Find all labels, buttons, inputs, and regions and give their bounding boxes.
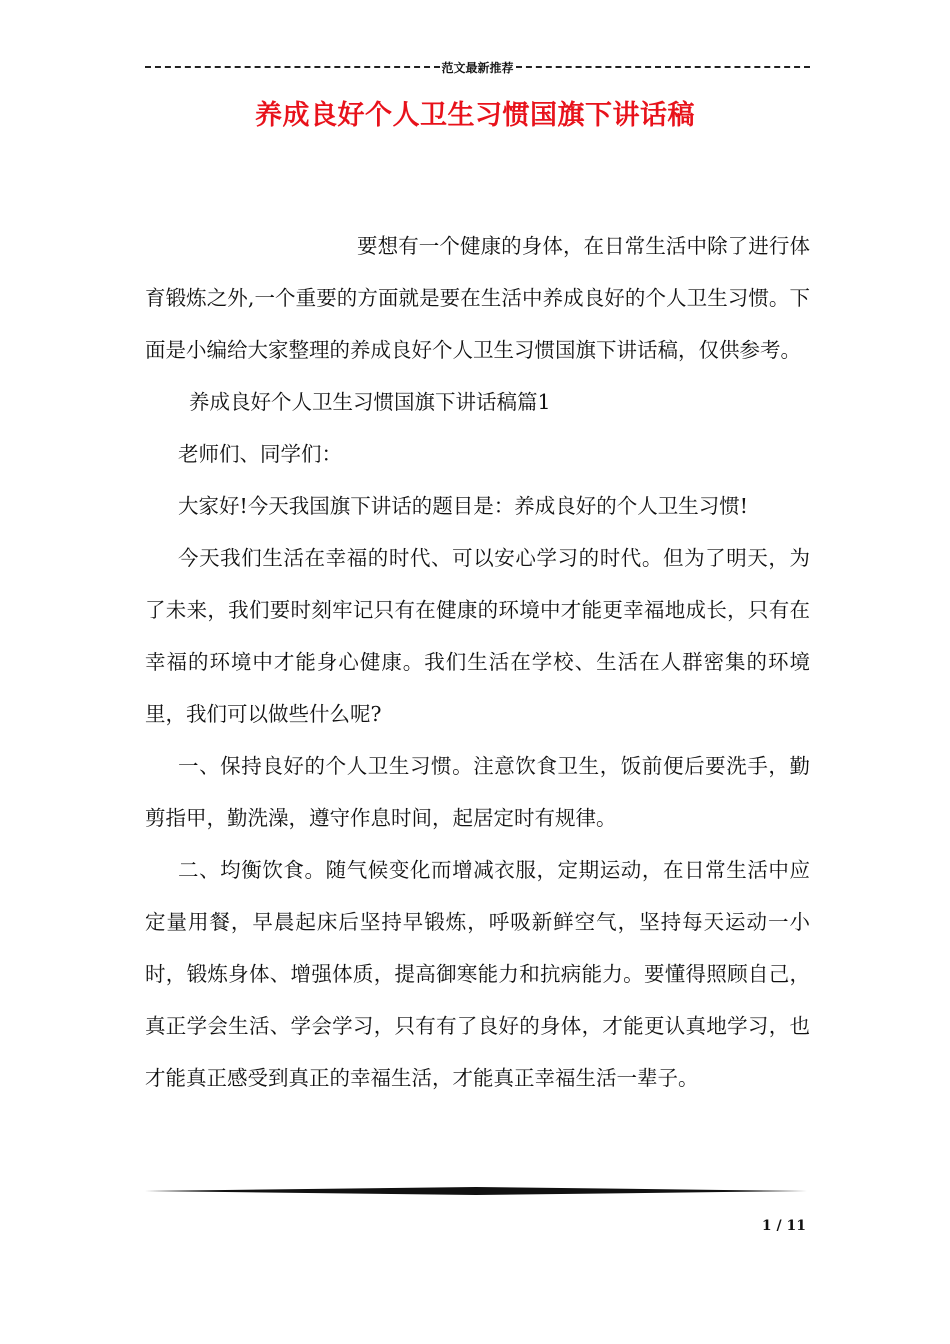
header-dash-left	[145, 66, 440, 68]
document-body	[145, 220, 810, 1104]
header-banner	[145, 56, 810, 78]
document-title: 养成良好个人卫生习惯国旗下讲话稿	[255, 100, 695, 131]
footer-rule	[145, 1187, 807, 1195]
intro-paragraph: 要想有一个健康的身体，在日常生活中除了进行体育锻炼之外,一个重要的方面就是要在生活中养成良好的个人卫生习惯。下面是小编给大家整理的养成良好个人卫生习惯国旗下讲话稿，仅供参考。	[145, 234, 810, 362]
header-label: 范文最新推荐	[441, 60, 514, 75]
point-two-paragraph: 二、均衡饮食。随气候变化而增减衣服，定期运动，在日常生活中应定量用餐，早晨起床后坚持早锻炼，呼吸新鲜空气，坚持每天运动一小时，锻炼身体、增强体质，提高御寒能力和抗病能力。要懂得照顾自己，真正学会生活、学会学习，只有有了良好的身体，才能更认真地学习，也才能真正感受到真正的幸福生活，才能真正幸福生活一辈子。	[145, 858, 810, 1090]
greeting-paragraph: 大家好!今天我国旗下讲话的题目是：养成良好的个人卫生习惯!	[178, 494, 748, 518]
point-one-paragraph: 一、保持良好的个人卫生习惯。注意饮食卫生，饭前便后要洗手，勤剪指甲，勤洗澡，遵守作息时间，起居定时有规律。	[145, 754, 810, 830]
page-indicator: 1 / 11	[761, 1218, 806, 1234]
salutation: 老师们、同学们：	[178, 442, 342, 466]
body-paragraph: 今天我们生活在幸福的时代、可以安心学习的时代。但为了明天，为了未来，我们要时刻牢记只有在健康的环境中才能更幸福地成长，只有在幸福的环境中才能身心健康。我们生活在学校、生活在人群密集的环境里，我们可以做些什么呢?	[145, 546, 810, 726]
section-title: 养成良好个人卫生习惯国旗下讲话稿篇1	[189, 390, 551, 414]
header-dash-right	[516, 66, 811, 68]
